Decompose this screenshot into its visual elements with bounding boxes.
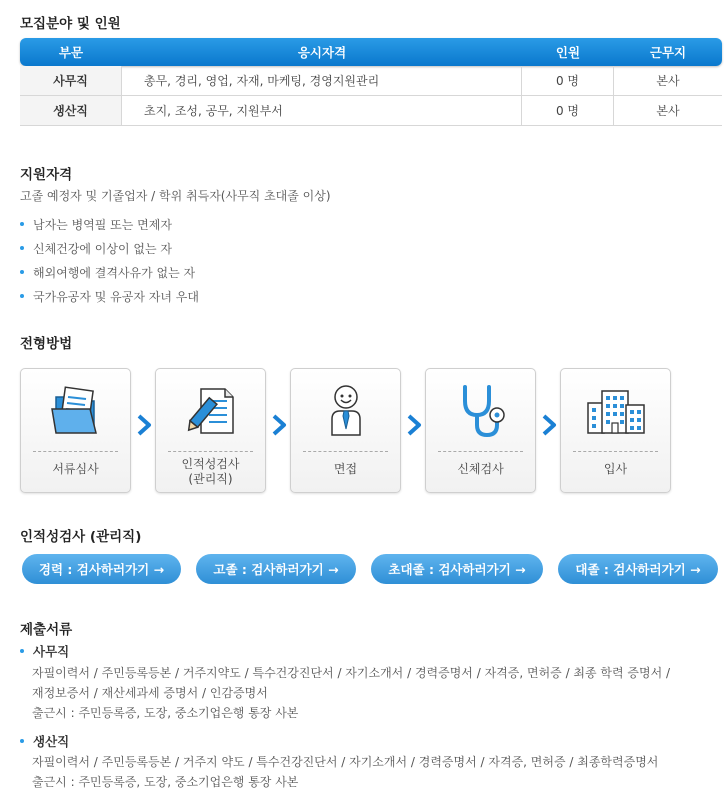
chevron-right-icon [271, 414, 287, 436]
row-division: 사무직 [20, 66, 122, 95]
chevron-right-icon [406, 414, 422, 436]
recruit-table [20, 38, 722, 126]
documents-office-heading [20, 642, 69, 660]
process-steps [20, 368, 680, 493]
table-row [20, 66, 722, 96]
header-headcount: 인원 [555, 45, 581, 60]
qualification-intro: 고졸 예정자 및 기졸업자 / 학위 취득자(사무직 초대졸 이상) [20, 189, 331, 203]
list-item-text: 남자는 병역필 또는 면제자 [33, 217, 172, 232]
documents-production-line: 출근시 : 주민등록증, 도장, 중소기업은행 통장 사본 [32, 775, 299, 789]
bullet-icon [20, 222, 24, 226]
aptitude-highschool-button[interactable]: 고졸 : 검사하러가기 → [196, 554, 356, 584]
list-item-text: 신체건강에 이상이 없는 자 [33, 241, 172, 256]
documents-office-label: 사무직 [33, 644, 70, 659]
step-label: 신체검사 [457, 462, 504, 476]
list-item-text: 국가유공자 및 유공자 자녀 우대 [33, 289, 199, 304]
list-item-text: 해외여행에 결격사유가 없는 자 [33, 265, 196, 280]
process-title: 전형방법 [20, 336, 73, 352]
table-row [20, 96, 722, 126]
person-icon [316, 383, 376, 439]
stethoscope-icon [451, 383, 511, 439]
process-step-joining [560, 368, 671, 493]
list-item [20, 284, 199, 308]
documents-production-heading [20, 732, 69, 750]
documents-title: 제출서류 [20, 622, 73, 638]
document-pencil-icon [181, 383, 241, 439]
row-headcount: 0 명 [522, 66, 614, 95]
recruit-title: 모집분야 및 인원 [20, 16, 121, 32]
process-step-medical-exam [425, 368, 536, 493]
step-label: 면접 [333, 462, 358, 476]
chevron-right-icon [541, 414, 557, 436]
aptitude-title: 인적성검사 (관리직) [20, 529, 142, 545]
aptitude-career-button[interactable]: 경력 : 검사하러가기 → [22, 554, 181, 584]
building-icon [584, 383, 648, 439]
aptitude-university-button[interactable]: 대졸 : 검사하러가기 → [558, 554, 718, 584]
header-division: 부문 [58, 45, 84, 60]
process-step-interview [290, 368, 401, 493]
bullet-icon [20, 270, 24, 274]
documents-office-line: 재정보증서 / 재산세과세 증명서 / 인감증명서 [32, 686, 268, 700]
row-division: 생산직 [20, 96, 122, 125]
bullet-icon [20, 739, 24, 743]
qualification-list [20, 212, 199, 308]
recruit-table-header [20, 38, 722, 66]
header-location: 근무지 [649, 45, 687, 60]
qualification-title: 지원자격 [20, 167, 73, 183]
row-location: 본사 [656, 104, 680, 118]
folder-documents-icon [46, 383, 106, 439]
list-item [20, 212, 199, 236]
documents-office-line: 출근시 : 주민등록증, 도장, 중소기업은행 통장 사본 [32, 706, 299, 720]
step-label: 서류심사 [52, 462, 99, 476]
bullet-icon [20, 294, 24, 298]
header-qualification: 응시자격 [297, 45, 347, 60]
chevron-right-icon [136, 414, 152, 436]
process-step-document-review [20, 368, 131, 493]
step-label: 인적성검사 (관리직) [181, 457, 240, 486]
documents-office-line: 자필이력서 / 주민등록등본 / 거주지약도 / 특수건강진단서 / 자기소개서 / 경력증명서 / 자격증, 면허증 / 최종 학력 증명서 / [32, 666, 671, 680]
row-qualification: 총무, 경리, 영업, 자재, 마케팅, 경영지원관리 [122, 66, 522, 95]
bullet-icon [20, 246, 24, 250]
row-qualification: 초지, 조성, 공무, 지원부서 [122, 96, 522, 125]
step-label: 입사 [603, 462, 628, 476]
list-item [20, 260, 199, 284]
documents-production-line: 자필이력서 / 주민등록등본 / 거주지 약도 / 특수건강진단서 / 자기소개서 / 경력증명서 / 자격증, 면허증 / 최종학력증명서 [32, 755, 659, 769]
row-headcount: 0 명 [522, 96, 614, 125]
documents-production-label: 생산직 [33, 734, 70, 749]
list-item [20, 236, 199, 260]
process-step-aptitude-test [155, 368, 266, 493]
bullet-icon [20, 649, 24, 653]
aptitude-college-button[interactable]: 초대졸 : 검사하러가기 → [371, 554, 543, 584]
row-location: 본사 [656, 74, 680, 88]
